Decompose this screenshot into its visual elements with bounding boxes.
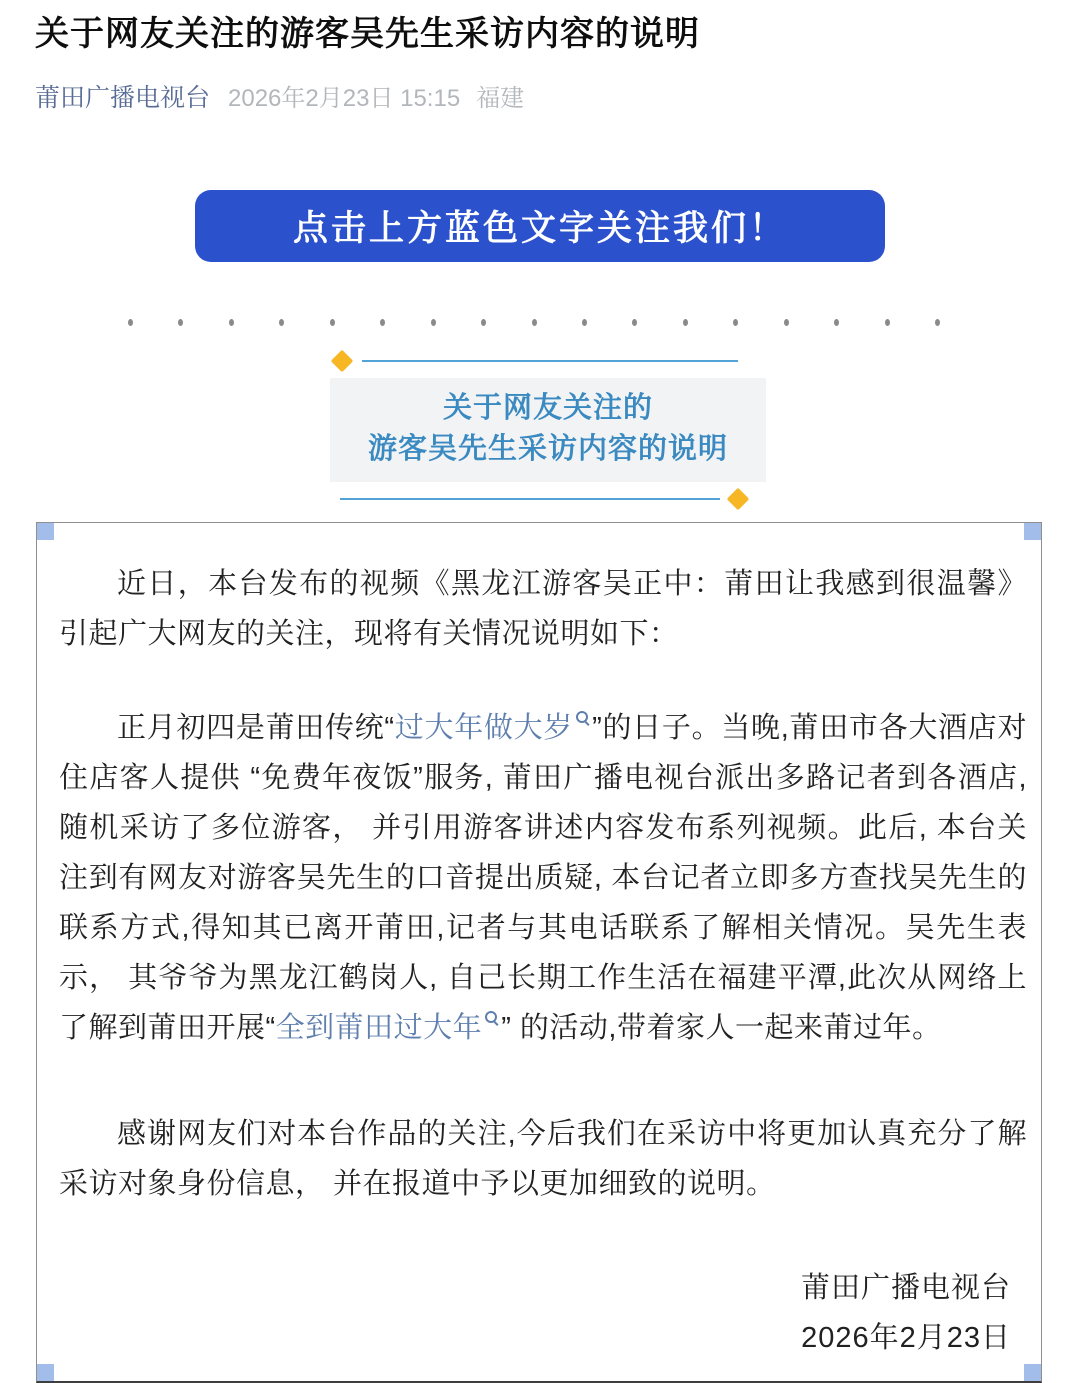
signature-block	[59, 1263, 1027, 1363]
account-name-link[interactable]: 莆田广播电视台	[35, 84, 211, 112]
dot	[330, 319, 335, 326]
publish-location: 福建	[476, 85, 525, 112]
diamond-icon	[727, 488, 750, 511]
topic-link-guodanian-zuodasui[interactable]	[395, 712, 593, 744]
diamond-icon	[331, 350, 354, 373]
search-icon	[576, 711, 590, 725]
dot	[885, 319, 890, 326]
dot	[935, 319, 940, 326]
deco-top-row	[330, 350, 766, 372]
follow-banner-label: 点击上方蓝色文字关注我们！	[292, 209, 787, 248]
paragraph: 近日，本台发布的视频《黑龙江游客吴正中：莆田让我感到很温馨》引起广大网友的关注，现将有关情况说明如下：	[59, 568, 1027, 650]
dot	[733, 319, 738, 326]
dot	[582, 319, 587, 326]
page-title: 关于网友关注的游客吴先生采访内容的说明	[35, 15, 700, 53]
paragraph-text: 正月初四是莆田传统“	[117, 712, 395, 744]
dot	[481, 319, 486, 326]
byline	[35, 78, 1080, 114]
signature-date: 2026年2月23日	[801, 1322, 1011, 1354]
dot	[784, 319, 789, 326]
paragraph	[59, 703, 1027, 1053]
topic-link-quandao-putian[interactable]	[276, 1012, 502, 1044]
deco-bottom-row	[330, 488, 766, 510]
section-heading	[330, 378, 766, 482]
divider-line	[362, 360, 738, 362]
paragraph: 感谢网友们对本台作品的关注,今后我们在采访中将更加认真充分了解采访对象身份信息， 并在报道中予以更加细致的说明。	[59, 1118, 1027, 1200]
dot	[279, 319, 284, 326]
dot	[178, 319, 183, 326]
follow-banner[interactable]	[195, 190, 885, 262]
paragraph-text: ” 的活动,带着家人一起来莆过年。	[501, 1012, 942, 1044]
signature-name: 莆田广播电视台	[800, 1272, 1011, 1304]
dot	[229, 319, 234, 326]
section-heading-line2: 游客吴先生采访内容的说明	[367, 433, 728, 465]
section-heading-decoration	[330, 350, 766, 510]
publish-datetime: 2026年2月23日 15:15	[228, 85, 461, 112]
dots-row	[128, 318, 940, 326]
article-body-box	[36, 522, 1042, 1383]
dot	[834, 319, 839, 326]
dot	[431, 319, 436, 326]
corner-handle	[37, 1364, 54, 1381]
dot	[632, 319, 637, 326]
dot	[532, 319, 537, 326]
topic-link-label: 全到莆田过大年	[275, 1012, 483, 1044]
topic-link-label: 过大年做大岁	[394, 712, 574, 744]
search-icon	[485, 1011, 499, 1025]
corner-handle	[1024, 523, 1041, 540]
corner-handle	[37, 523, 54, 540]
dot	[380, 319, 385, 326]
dot	[683, 319, 688, 326]
dot	[128, 319, 133, 326]
divider-line	[340, 498, 720, 500]
corner-handle	[1024, 1364, 1041, 1381]
paragraph-text: ”的日子。当晚,莆田市各大酒店对住店客人提供 “免费年夜饭”服务, 莆田广播电视台派出多路记者到各酒店,随机采访了多位游客， 并引用游客讲述内容发布系列视频。此后, 本台关注到有网友对游客吴先生的口音提出质疑, 本台记者立即多方查找吴先生的联系方式,得知其已离开莆田,记者与其电话联系了解相关情况。吴先生表示， 其爷爷为黑龙江鹤岗人, 自己长期工作生活在福建平潭,此次从网络上了解到莆田开展“	[59, 712, 1027, 1044]
section-heading-line1: 关于网友关注的	[442, 392, 653, 424]
